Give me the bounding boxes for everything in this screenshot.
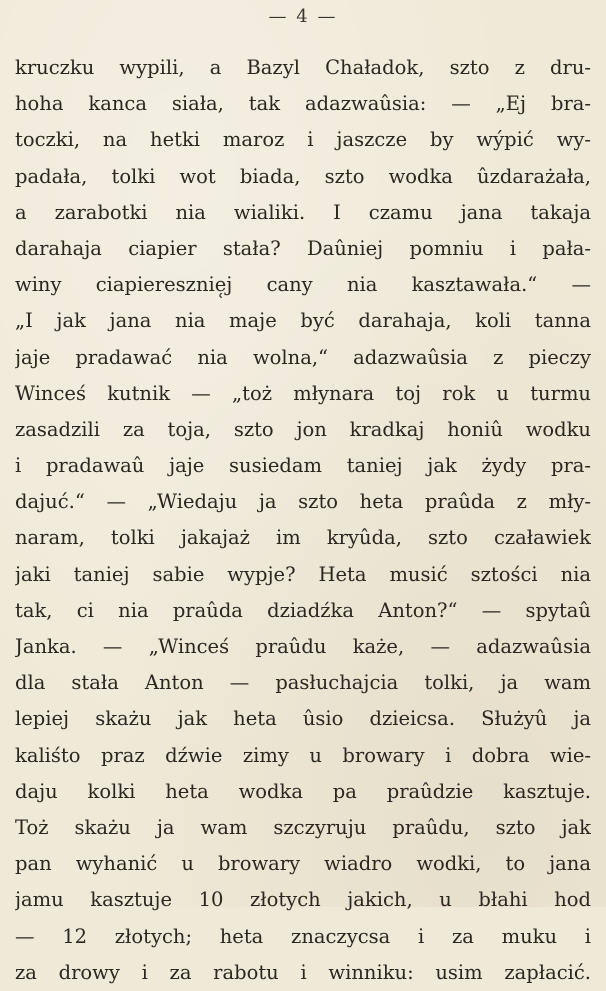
text-line: tak, ci nia praûda dziadźka Anton?“ — spytaû	[15, 598, 591, 622]
text-line: dajuć.“ — „Wiedaju ja szto heta praûda z mły-	[15, 490, 591, 514]
text-line: Janka. — „Winceś praûdu każe, — adazwaûsia	[15, 635, 591, 658]
page-number: — 4 —	[268, 6, 338, 27]
text-line: toczki, na hetki maroz i jaszcze by wýpić wy-	[15, 128, 591, 152]
text-line: Winceś kutnik — „toż młynara toj rok u turmu	[15, 381, 591, 405]
text-line: daju kolki heta wodka pa praûdzie kasztuje.	[15, 779, 591, 803]
text-line: jaki taniej sabie wypje? Heta musić sztości nia	[15, 562, 591, 586]
text-line: „I jak jana nia maje być darahaja, koli tanna	[15, 309, 591, 333]
body-text	[15, 50, 591, 991]
text-line: i pradawaû jaje susiedam taniej jak żydy pra-	[15, 454, 591, 478]
text-line: winy ciapieresznie̜j cany nia kasztawała.“ —	[15, 273, 591, 297]
text-line: jaje pradawać nia wolna,“ adazwaûsia z pieczy	[15, 345, 591, 369]
text-line: — 12 złotych; heta znaczycsa i za muku i	[15, 924, 591, 948]
text-line: zasadzili za toja, szto jon kradkaj honiû wodku	[15, 417, 591, 441]
text-line: lepiej skażu jak heta ûsio dzieicsa. Służyû ja	[15, 707, 591, 731]
text-line: padała, tolki wot biada, szto wodka ûzdarażała,	[15, 164, 591, 188]
text-line: naram, tolki jakajaż im kryûda, szto czaławiek	[15, 526, 591, 550]
text-line: a zarabotki nia wialiki. I czamu jana takaja	[15, 200, 591, 224]
text-line: hoha kanca siała, tak adazwaûsia: — „Ej bra-	[15, 92, 591, 116]
text-line: pan wyhanić u browary wiadro wodki, to jana	[15, 852, 591, 876]
text-line: Toż skażu ja wam szczyruju praûdu, szto jak	[15, 815, 591, 839]
text-line: jamu kasztuje 10 złotych jakich, u błahi hod	[15, 888, 591, 912]
text-line: za drowy i za rabotu i winniku: usim zapłacić.	[15, 960, 591, 984]
text-line: kruczku wypili, a Bazyl Chaładok, szto z dru-	[15, 56, 591, 79]
text-line: kaliśto praz dźwie zimy u browary i dobra wie-	[15, 743, 591, 767]
text-line: darahaja ciapier stała? Daûniej pomniu i pała-	[15, 236, 591, 260]
text-line: dla stała Anton — pasłuchajcia tolki, ja wam	[15, 671, 591, 695]
